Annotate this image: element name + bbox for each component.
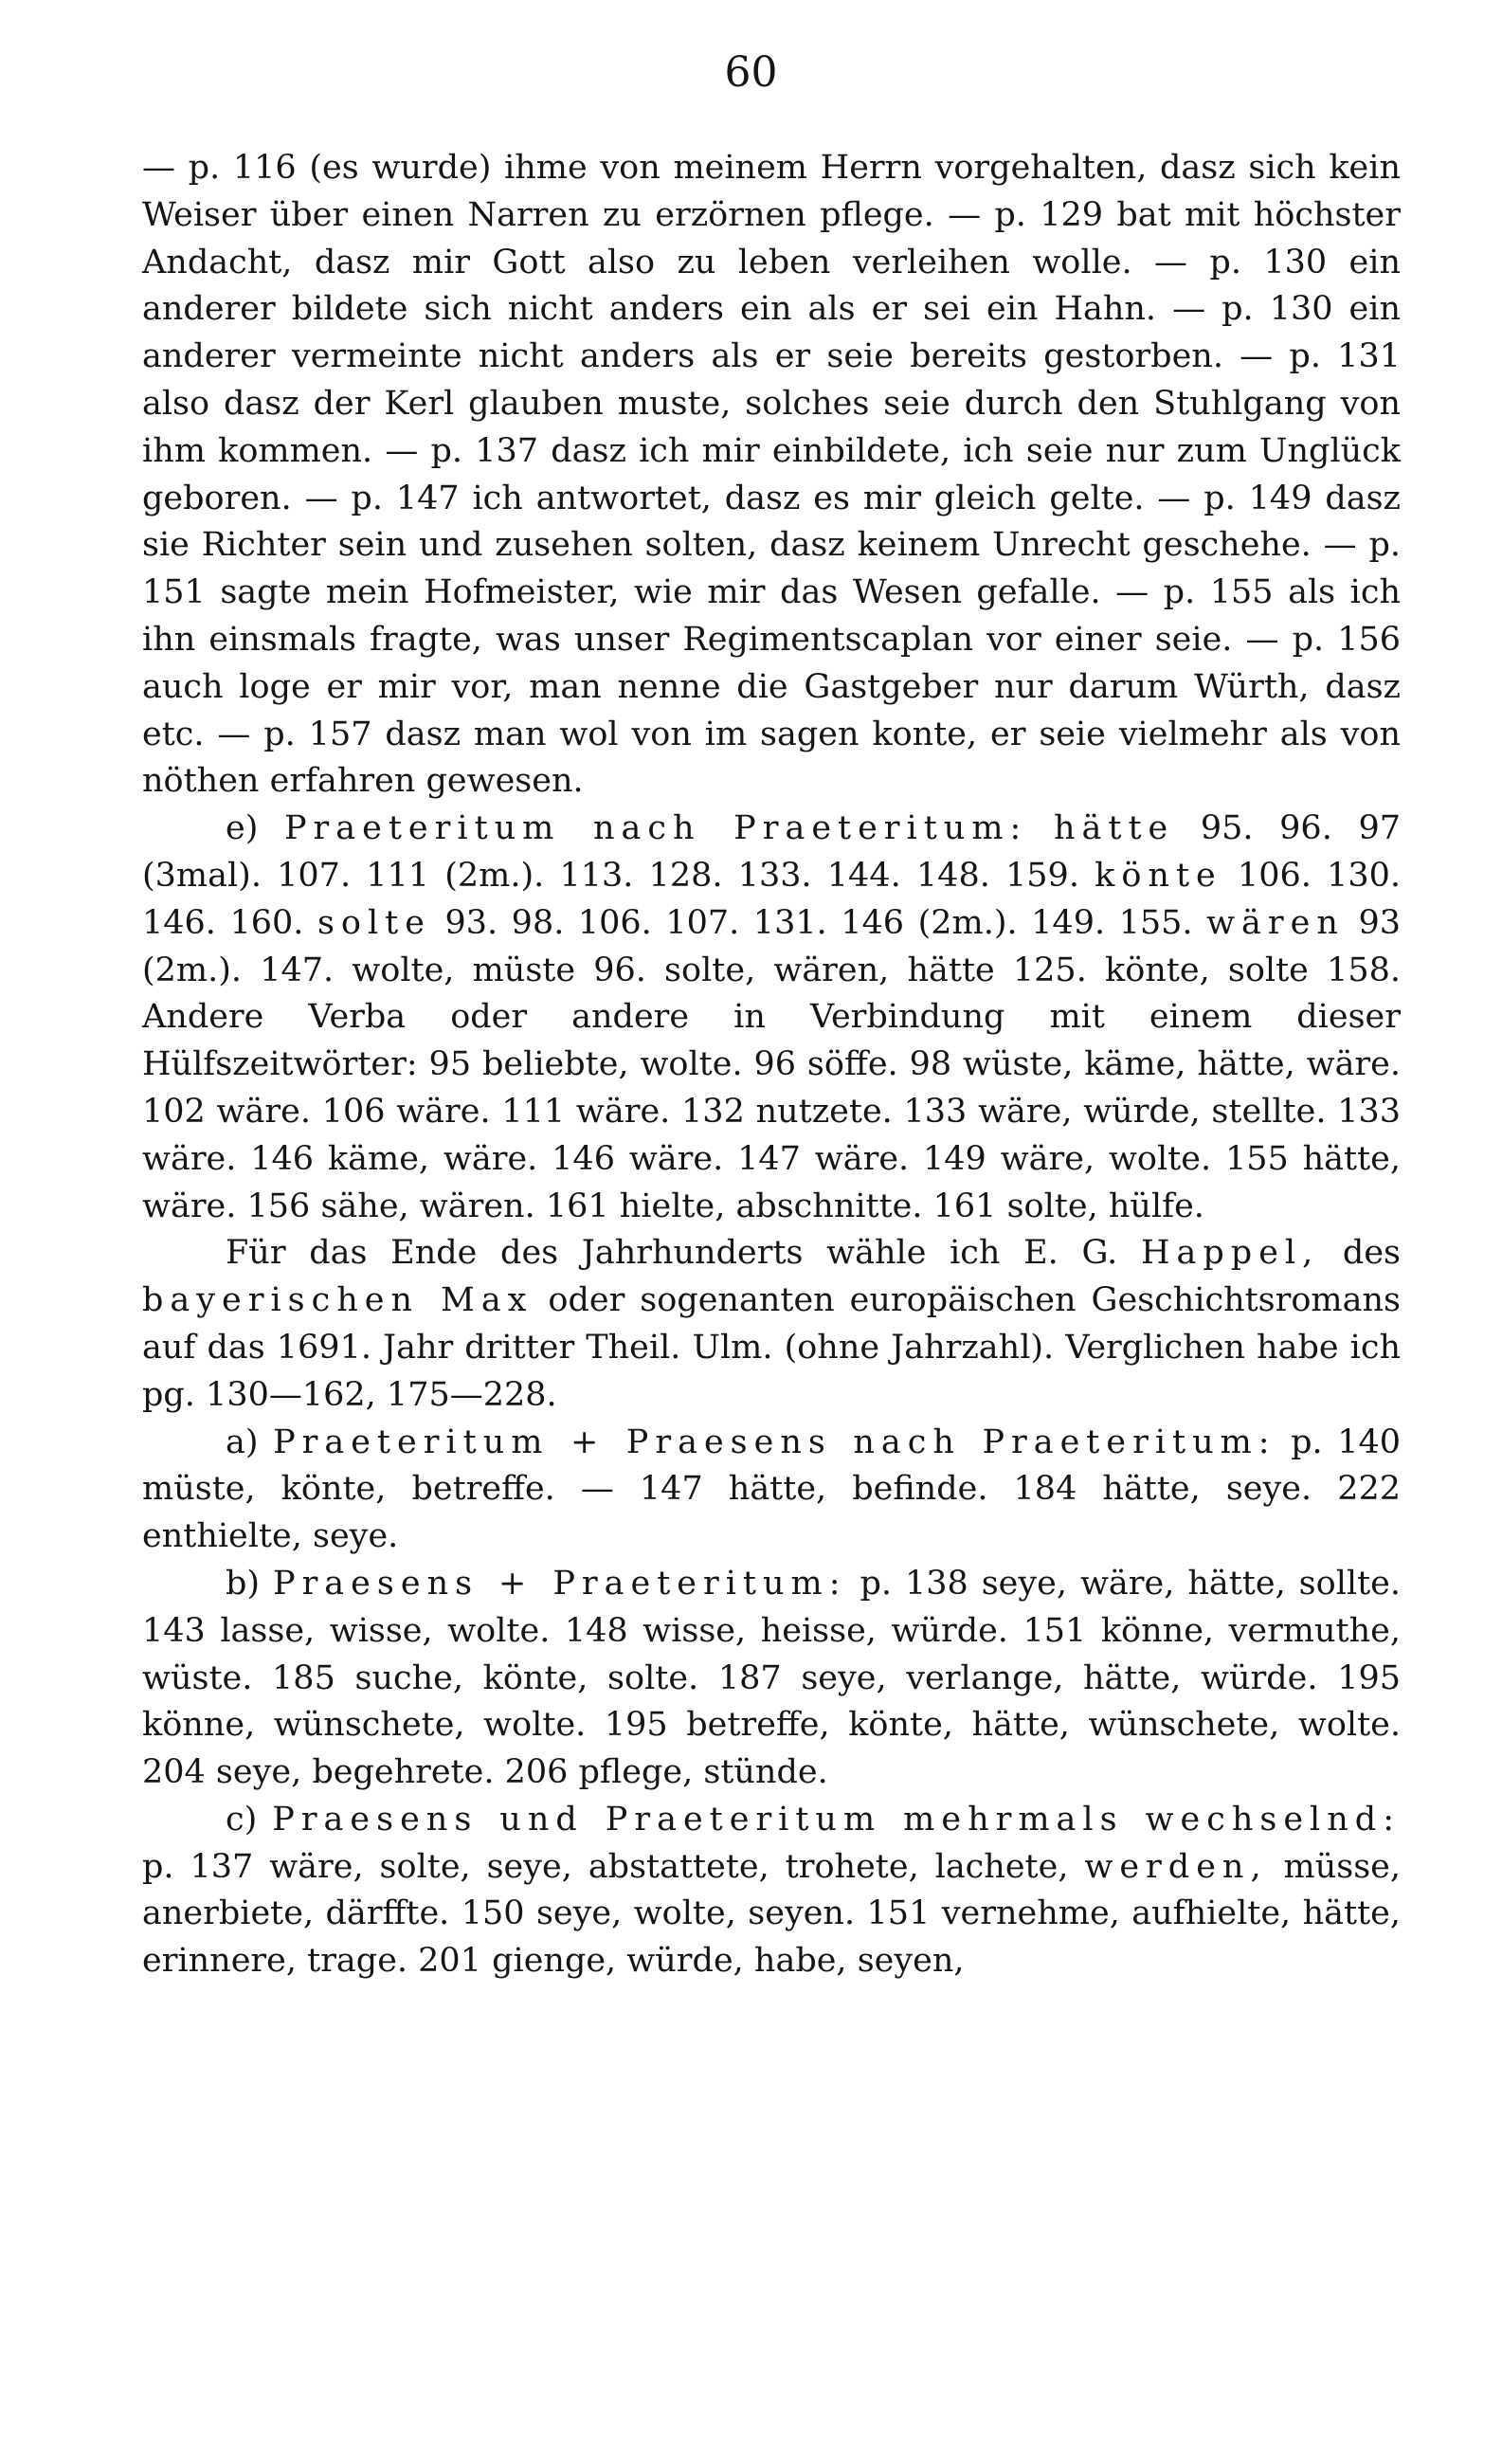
- text-run: a): [226, 1422, 274, 1461]
- paragraph-p2: [142, 806, 1401, 1230]
- text-run: p. 137 wäre, solte, seye, abstattete, trohete, lachete,: [142, 1847, 1085, 1886]
- page-number: 60: [724, 48, 778, 97]
- text-run: müsse, anerbiete, därffte. 150 seye, wolte, seyen. 151 vernehme, aufhielte, hätte, erinnere, trage. 201 gienge, würde, habe, seyen,: [142, 1847, 1402, 1981]
- text-run: e): [226, 809, 284, 848]
- paragraph-p6: [142, 1797, 1401, 1985]
- text-run: 93 (2m.). 147. wolte, müste 96. solte, wären, hätte 125. könte, solte 158. Andere Verba oder andere in Verbindung mit einem dieser Hülfszeitwörter: 95 beliebte, wolte. 96 söffe. 98 wüste, käme, hätte, wäre. 102 wäre. 106 wäre. 111 wäre. 132 nutzete. 133 wäre, würde, stellte. 133 wäre. 146 käme, wäre. 146 wäre. 147 wäre. 149 wäre, wolte. 155 hätte, wäre. 156 sähe, wären. 161 hielte, abschnitte. 161 solte, hülfe.: [142, 903, 1401, 1225]
- spaced-emphasis-text: hätte: [1053, 809, 1175, 848]
- text-run: p. 138 seye, wäre, hätte, sollte. 143 lasse, wisse, wolte. 148 wisse, heisse, würde. 151 könne, vermuthe, wüste. 185 suche, könte, solte. 187 seye, verlange, hätte, würde. 195 könne, wünschete, wolte. 195 betreffe, könte, hätte, wünschete, wolte. 204 seye, begehrete. 206 pflege, stünde.: [142, 1564, 1402, 1792]
- paragraph-p1: [142, 145, 1401, 806]
- text-run: b): [226, 1564, 274, 1603]
- text-run: — p. 116 (es wurde) ihme von meinem Herrn vorgehalten, dasz sich kein Weiser über einen Narren zu erzörnen pflege. — p. 129 bat mit höchster Andacht, dasz mir Gott also zu leben verleihen wolle. — p. 130 ein anderer bildete sich nicht anders ein als er sei ein Hahn. — p. 130 ein anderer vermeinte nicht anders als er seie bereits gestorben. — p. 131 also dasz der Kerl glauben muste, solches seie durch den Stuhlgang von ihm kommen. — p. 137 dasz ich mir einbildete, ich seie nur zum Unglück geboren. — p. 147 ich antwortet, dasz es mir gleich gelte. — p. 149 dasz sie Richter sein und zusehen solten, dasz keinem Unrecht geschehe. — p. 151 sagte mein Hofmeister, wie mir das Wesen gefalle. — p. 155 als ich ihn einsmals fragte, was unser Regimentscaplan vor einer seie. — p. 156 auch loge er mir vor, man nenne die Gastgeber nur darum Würth, dasz etc. — p. 157 dasz man wol von im sagen konte, er seie vielmehr als von nöthen erfahren gewesen.: [142, 149, 1401, 801]
- spaced-emphasis-text: werden,: [1084, 1847, 1268, 1886]
- text-run: 106. 130. 146. 160.: [142, 856, 1401, 942]
- text-run: des: [1319, 1234, 1401, 1273]
- spaced-emphasis-text: könte: [1095, 856, 1222, 895]
- paragraph-p5: [142, 1561, 1401, 1797]
- spaced-emphasis-text: bayerischen Max: [142, 1281, 534, 1320]
- text-run: p. 140 müste, könte, betreffe. — 147 hätte, befinde. 184 hätte, seye. 222 enthielte, seye.: [142, 1422, 1401, 1556]
- text-run: 95. 96. 97 (3mal). 107. 111 (2m.). 113. 128. 133. 144. 148. 159.: [142, 809, 1401, 895]
- text-run: c): [226, 1800, 273, 1839]
- spaced-emphasis-text: wären: [1206, 903, 1345, 942]
- text-run: 93. 98. 106. 107. 131. 146 (2m.). 149. 155.: [430, 903, 1207, 942]
- text-run: [1027, 809, 1054, 847]
- spaced-emphasis-text: Praesens + Praeteritum:: [273, 1564, 847, 1603]
- body-text: [142, 145, 1401, 1985]
- spaced-emphasis-text: Praeteritum nach Praeteritum:: [284, 809, 1028, 848]
- paragraph-p3: [142, 1230, 1401, 1419]
- spaced-emphasis-text: Praeteritum + Praesens nach Praeteritum:: [273, 1422, 1276, 1461]
- spaced-emphasis-text: Praesens und Praeteritum mehrmals wechselnd:: [272, 1800, 1401, 1839]
- spaced-emphasis-text: solte: [317, 903, 431, 942]
- text-run: oder sogenanten europäischen Geschichtsromans auf das 1691. Jahr dritter Theil. Ulm. (ohne Jahrzahl). Verglichen habe ich pg. 130—162, 175—228.: [142, 1281, 1401, 1414]
- spaced-emphasis-text: Happel,: [1141, 1234, 1320, 1273]
- paragraph-p4: [142, 1420, 1401, 1561]
- text-run: Für das Ende des Jahrhunderts wähle ich E. G.: [226, 1234, 1141, 1273]
